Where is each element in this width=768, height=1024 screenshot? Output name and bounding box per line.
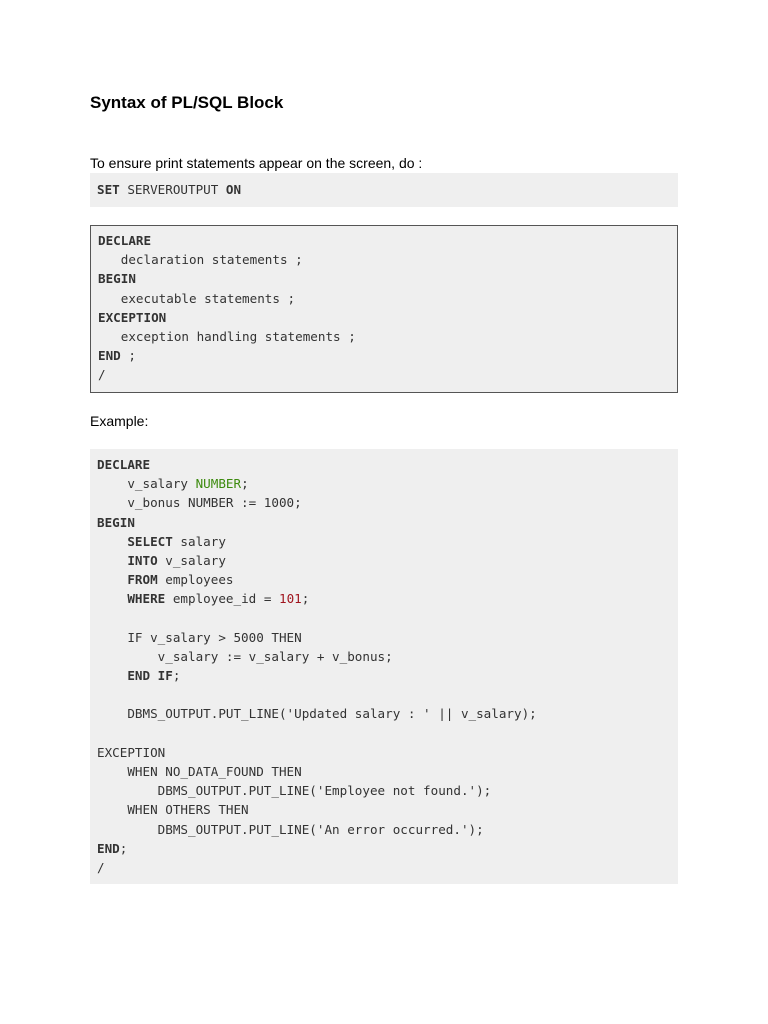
code-line: [97, 647, 671, 666]
code-line: [97, 180, 671, 199]
code-text: [97, 591, 127, 606]
code-text: ;: [120, 348, 136, 364]
code-text: SERVEROUTPUT: [119, 182, 226, 197]
code-text: [97, 534, 127, 549]
code-text: WHEN NO_DATA_FOUND THEN: [97, 764, 302, 779]
code-line: [97, 455, 671, 474]
code-text: DBMS_OUTPUT.PUT_LINE('Updated salary : ' || v_salary);: [97, 706, 537, 722]
code-line: [98, 250, 670, 269]
code-line: [97, 762, 671, 781]
code-line: [97, 551, 671, 570]
code-text: exception handling statements ;: [98, 328, 356, 344]
example-label: Example:: [90, 413, 149, 429]
code-text: [97, 553, 127, 568]
code-text: salary: [172, 533, 226, 549]
code-line: [97, 666, 671, 685]
code-text: employee_id =: [165, 591, 279, 607]
code-text: ;: [241, 476, 249, 492]
code-line: [97, 704, 671, 723]
code-text: [97, 668, 127, 683]
code-line: [98, 308, 670, 327]
code-text: v_bonus NUMBER := 1000;: [97, 495, 302, 511]
code-line: [97, 858, 671, 877]
code-keyword: BEGIN: [98, 271, 136, 287]
page-title: Syntax of PL/SQL Block: [90, 93, 284, 112]
code-text: DBMS_OUTPUT.PUT_LINE('An error occurred.');: [97, 821, 484, 837]
code-keyword: END: [98, 348, 121, 364]
code-line: [97, 743, 671, 762]
code-line: [97, 532, 671, 551]
code-line: [97, 513, 671, 532]
code-keyword: DECLARE: [98, 233, 152, 248]
code-keyword: END IF: [127, 668, 173, 684]
code-keyword: DECLARE: [97, 457, 151, 472]
code-line: [97, 781, 671, 800]
setup-code-block: [90, 173, 678, 207]
code-keyword: ON: [225, 182, 242, 197]
code-line: [97, 820, 671, 839]
code-line: [97, 839, 671, 858]
code-line: [98, 365, 670, 384]
code-line: [97, 474, 671, 493]
code-text: ;: [301, 591, 310, 607]
code-line: [98, 269, 670, 288]
code-keyword: EXCEPTION: [98, 309, 167, 325]
code-keyword: WHERE: [127, 591, 166, 607]
example-code-block: [90, 449, 678, 884]
code-text: ;: [172, 668, 181, 684]
code-text: /: [97, 859, 105, 875]
code-keyword: SET: [97, 182, 120, 197]
code-line: [97, 570, 671, 589]
code-line: [98, 346, 670, 365]
code-text: declaration statements ;: [98, 252, 303, 268]
code-keyword: INTO: [127, 552, 158, 568]
code-text: executable statements ;: [98, 290, 296, 306]
code-text: DBMS_OUTPUT.PUT_LINE('Employee not found.');: [97, 783, 492, 799]
code-keyword: SELECT: [127, 533, 173, 549]
code-line: [97, 628, 671, 647]
code-line: [98, 231, 670, 250]
code-text: employees: [157, 572, 234, 588]
code-text: IF v_salary > 5000 THEN: [97, 629, 302, 645]
code-line: [97, 724, 671, 743]
code-text: v_salary: [97, 476, 196, 492]
code-text: /: [98, 367, 106, 383]
code-line: [97, 493, 671, 512]
code-line: [97, 589, 671, 608]
code-text: v_salary := v_salary + v_bonus;: [97, 648, 393, 664]
code-text: EXCEPTION: [97, 744, 166, 760]
code-text: ;: [119, 840, 128, 856]
syntax-code-block: [90, 225, 678, 393]
code-text: WHEN OTHERS THEN: [97, 802, 249, 818]
code-line: [98, 327, 670, 346]
code-keyword: END: [97, 840, 120, 856]
code-text: v_salary: [157, 552, 226, 568]
code-text: [97, 572, 127, 587]
code-keyword: FROM: [127, 572, 158, 588]
code-line: [97, 800, 671, 819]
code-line: [98, 289, 670, 308]
intro-text: To ensure print statements appear on the screen, do :: [90, 155, 423, 171]
code-number: 101: [279, 591, 302, 607]
code-line: [97, 685, 671, 704]
code-line: [97, 609, 671, 628]
code-type: NUMBER: [195, 476, 242, 492]
code-keyword: BEGIN: [97, 514, 135, 530]
